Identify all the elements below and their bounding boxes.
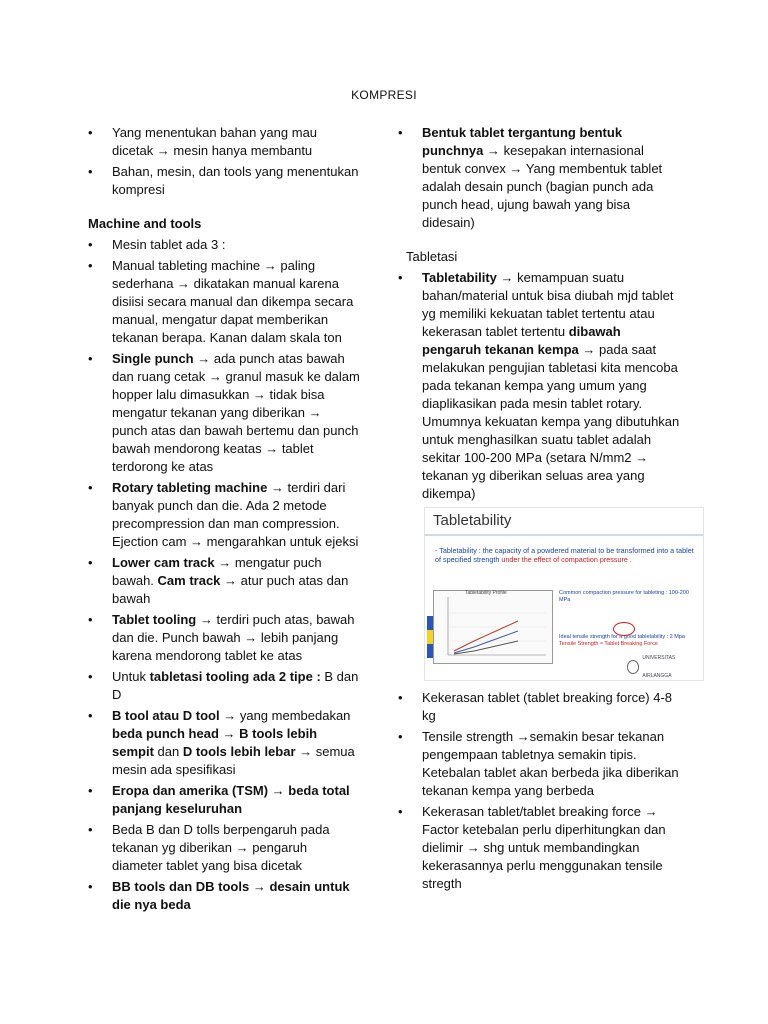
bold-text: Tabletability (422, 270, 497, 285)
text: → terdiri dari banyak punch dan die. Ada 2 metode precompression dan man compression. Ejection cam → mengarahkan untuk ejeksi (112, 480, 359, 549)
bold-text: BB tools dan DB tools → desain untuk die nya beda (112, 879, 350, 912)
right-column (398, 124, 694, 896)
bold-text: tabletasi tooling ada 2 tipe : (149, 669, 321, 684)
chart-caption: Tabletability Profile (465, 590, 507, 596)
text: → yang membedakan (219, 708, 351, 723)
bold-text: Single punch (112, 351, 194, 366)
machine-tools-list (88, 236, 360, 914)
list-item (88, 821, 360, 875)
bold-text: Bentuk tablet tergantung bentuk punchnya (422, 125, 623, 158)
slide-notes (559, 590, 699, 648)
text: → semua mesin ada spesifikasi (112, 744, 355, 777)
text: Beda B dan D tolls berpengaruh pada tekanan yg diberikan → pengaruh diameter tablet yang bisa dicetak (112, 822, 330, 873)
text: Untuk (112, 669, 150, 684)
list-item: • Bahan, mesin, dan tools yang menentukan kompresi (88, 163, 360, 199)
bold-text: Tablet tooling (112, 612, 197, 627)
list-item (88, 257, 360, 347)
university-logo (627, 655, 697, 679)
bold-text: dibawah pengaruh tekanan kempa (422, 324, 621, 357)
left-column (88, 124, 360, 917)
slide-note: Common compaction pressure for tableting : 100-200 MPa (559, 590, 689, 603)
list-item: • Kekerasan tablet/tablet breaking force → Factor ketebalan perlu diperhitungkan dan dielimir → shg untuk membandingkan kekerasannya perlu menggunakan tensile stregth (398, 803, 680, 893)
list-item (398, 269, 680, 503)
punch-list (398, 124, 680, 232)
slide-divider (425, 534, 703, 536)
bold-text: Cam track (157, 573, 221, 588)
slide-text: - Tabletability : the capacity of a powdered material to be transformed into a tablet of specified strength (435, 546, 694, 564)
list-item: • Tensile strength →semakin besar tekanan pengempaan tabletnya semakin tipis. Ketebalan tablet akan berbeda jika diberikan tekanan kempa yang berbeda (398, 728, 680, 800)
text: → pada saat melakukan pengujian tabletasi kita mencoba pada tekanan kempa yang umum yang diaplikasikan pada mesin tablet rotary. Umumnya kekuatan kempa yang dibutuhkan untuk menghasilkan suatu tablet adalah sekitar 100-200 MPa (setara N/mm2 → tekanan yg diberikan seluas area yang dikempa) (422, 342, 680, 501)
list-item (88, 479, 360, 551)
bold-text: B tool atau D tool (112, 708, 220, 723)
bold-text: beda punch head → B tools lebih sempit (112, 726, 318, 759)
list-item (88, 707, 360, 779)
seal-icon (627, 660, 639, 674)
page-title: KOMPRESI (351, 88, 417, 102)
text: Mesin tablet ada 3 : (112, 237, 226, 252)
bold-text: Lower cam track (112, 555, 215, 570)
text: → mengatur puch bawah. (112, 555, 322, 588)
text: → ada punch atas bawah dan ruang cetak → granul masuk ke dalam hopper lalu dimasukkan → tidak bisa mengatur tekanan yang diberikan → punch atas dan bawah bertemu dan punch bawah mendorong keatas → tablet terdorong ke atas (112, 351, 360, 474)
slide-title: Tabletability (433, 512, 512, 529)
tabletability-slide-image (424, 507, 704, 681)
text: dan (153, 744, 183, 759)
list-item (88, 236, 360, 254)
slide-note-highlight: Tensile Strength ≈ Tablet Breaking Force (559, 641, 658, 647)
highlight-circle (613, 622, 635, 636)
list-item (88, 878, 360, 914)
list-item (88, 782, 360, 818)
intro-list (88, 124, 360, 199)
list-item: • Kekerasan tablet (tablet breaking force) 4-8 kg (398, 689, 680, 725)
text: → atur puch atas dan bawah (112, 573, 349, 606)
list-item (88, 554, 360, 608)
text: Manual tableting machine → paling sederhana → dikatakan manual karena disiisi secara manual dan dikempa secara manual, mengatur dapat memberikan tekanan berapa. Kanan dalam skala ton (112, 258, 354, 345)
logo-text: UNIVERSITAS AIRLANGGA (642, 655, 676, 679)
section-heading: Machine and tools (88, 216, 202, 231)
bold-text: D tools lebih lebar (182, 744, 296, 759)
section-heading: Tabletasi (406, 249, 458, 264)
text: → kemampuan suatu bahan/material untuk bisa diubah mjd tablet yg memiliki kekuatan tablet tertentu atau kekerasan tablet tertentu (422, 270, 674, 339)
slide-note: Ideal tensile strength for a good tabletability : 2 Mpa (559, 634, 685, 640)
hardness-list (398, 689, 680, 893)
text: → terdiri puch atas, bawah dan die. Punch bawah → lebih panjang karena mendorong tablet ke atas (112, 612, 355, 663)
slide-text-highlight: under the effect of compaction pressure . (499, 555, 632, 564)
list-item: • Yang menentukan bahan yang mau dicetak → mesin hanya membantu (88, 124, 360, 160)
text: → kesepakan internasional bentuk convex → Yang membentuk tablet adalah desain punch (bagian punch ada punch head, ujung bawah yang bisa didesain) (422, 143, 663, 230)
tabletasi-list (398, 269, 680, 503)
list-item (88, 668, 360, 704)
list-item (88, 611, 360, 665)
list-item (88, 350, 360, 476)
bold-text: Eropa dan amerika (TSM) → beda total panjang keseluruhan (112, 783, 350, 816)
slide-definition (435, 546, 697, 564)
bold-text: Rotary tableting machine (112, 480, 268, 495)
text: B dan D (112, 669, 359, 702)
list-item (398, 124, 680, 232)
